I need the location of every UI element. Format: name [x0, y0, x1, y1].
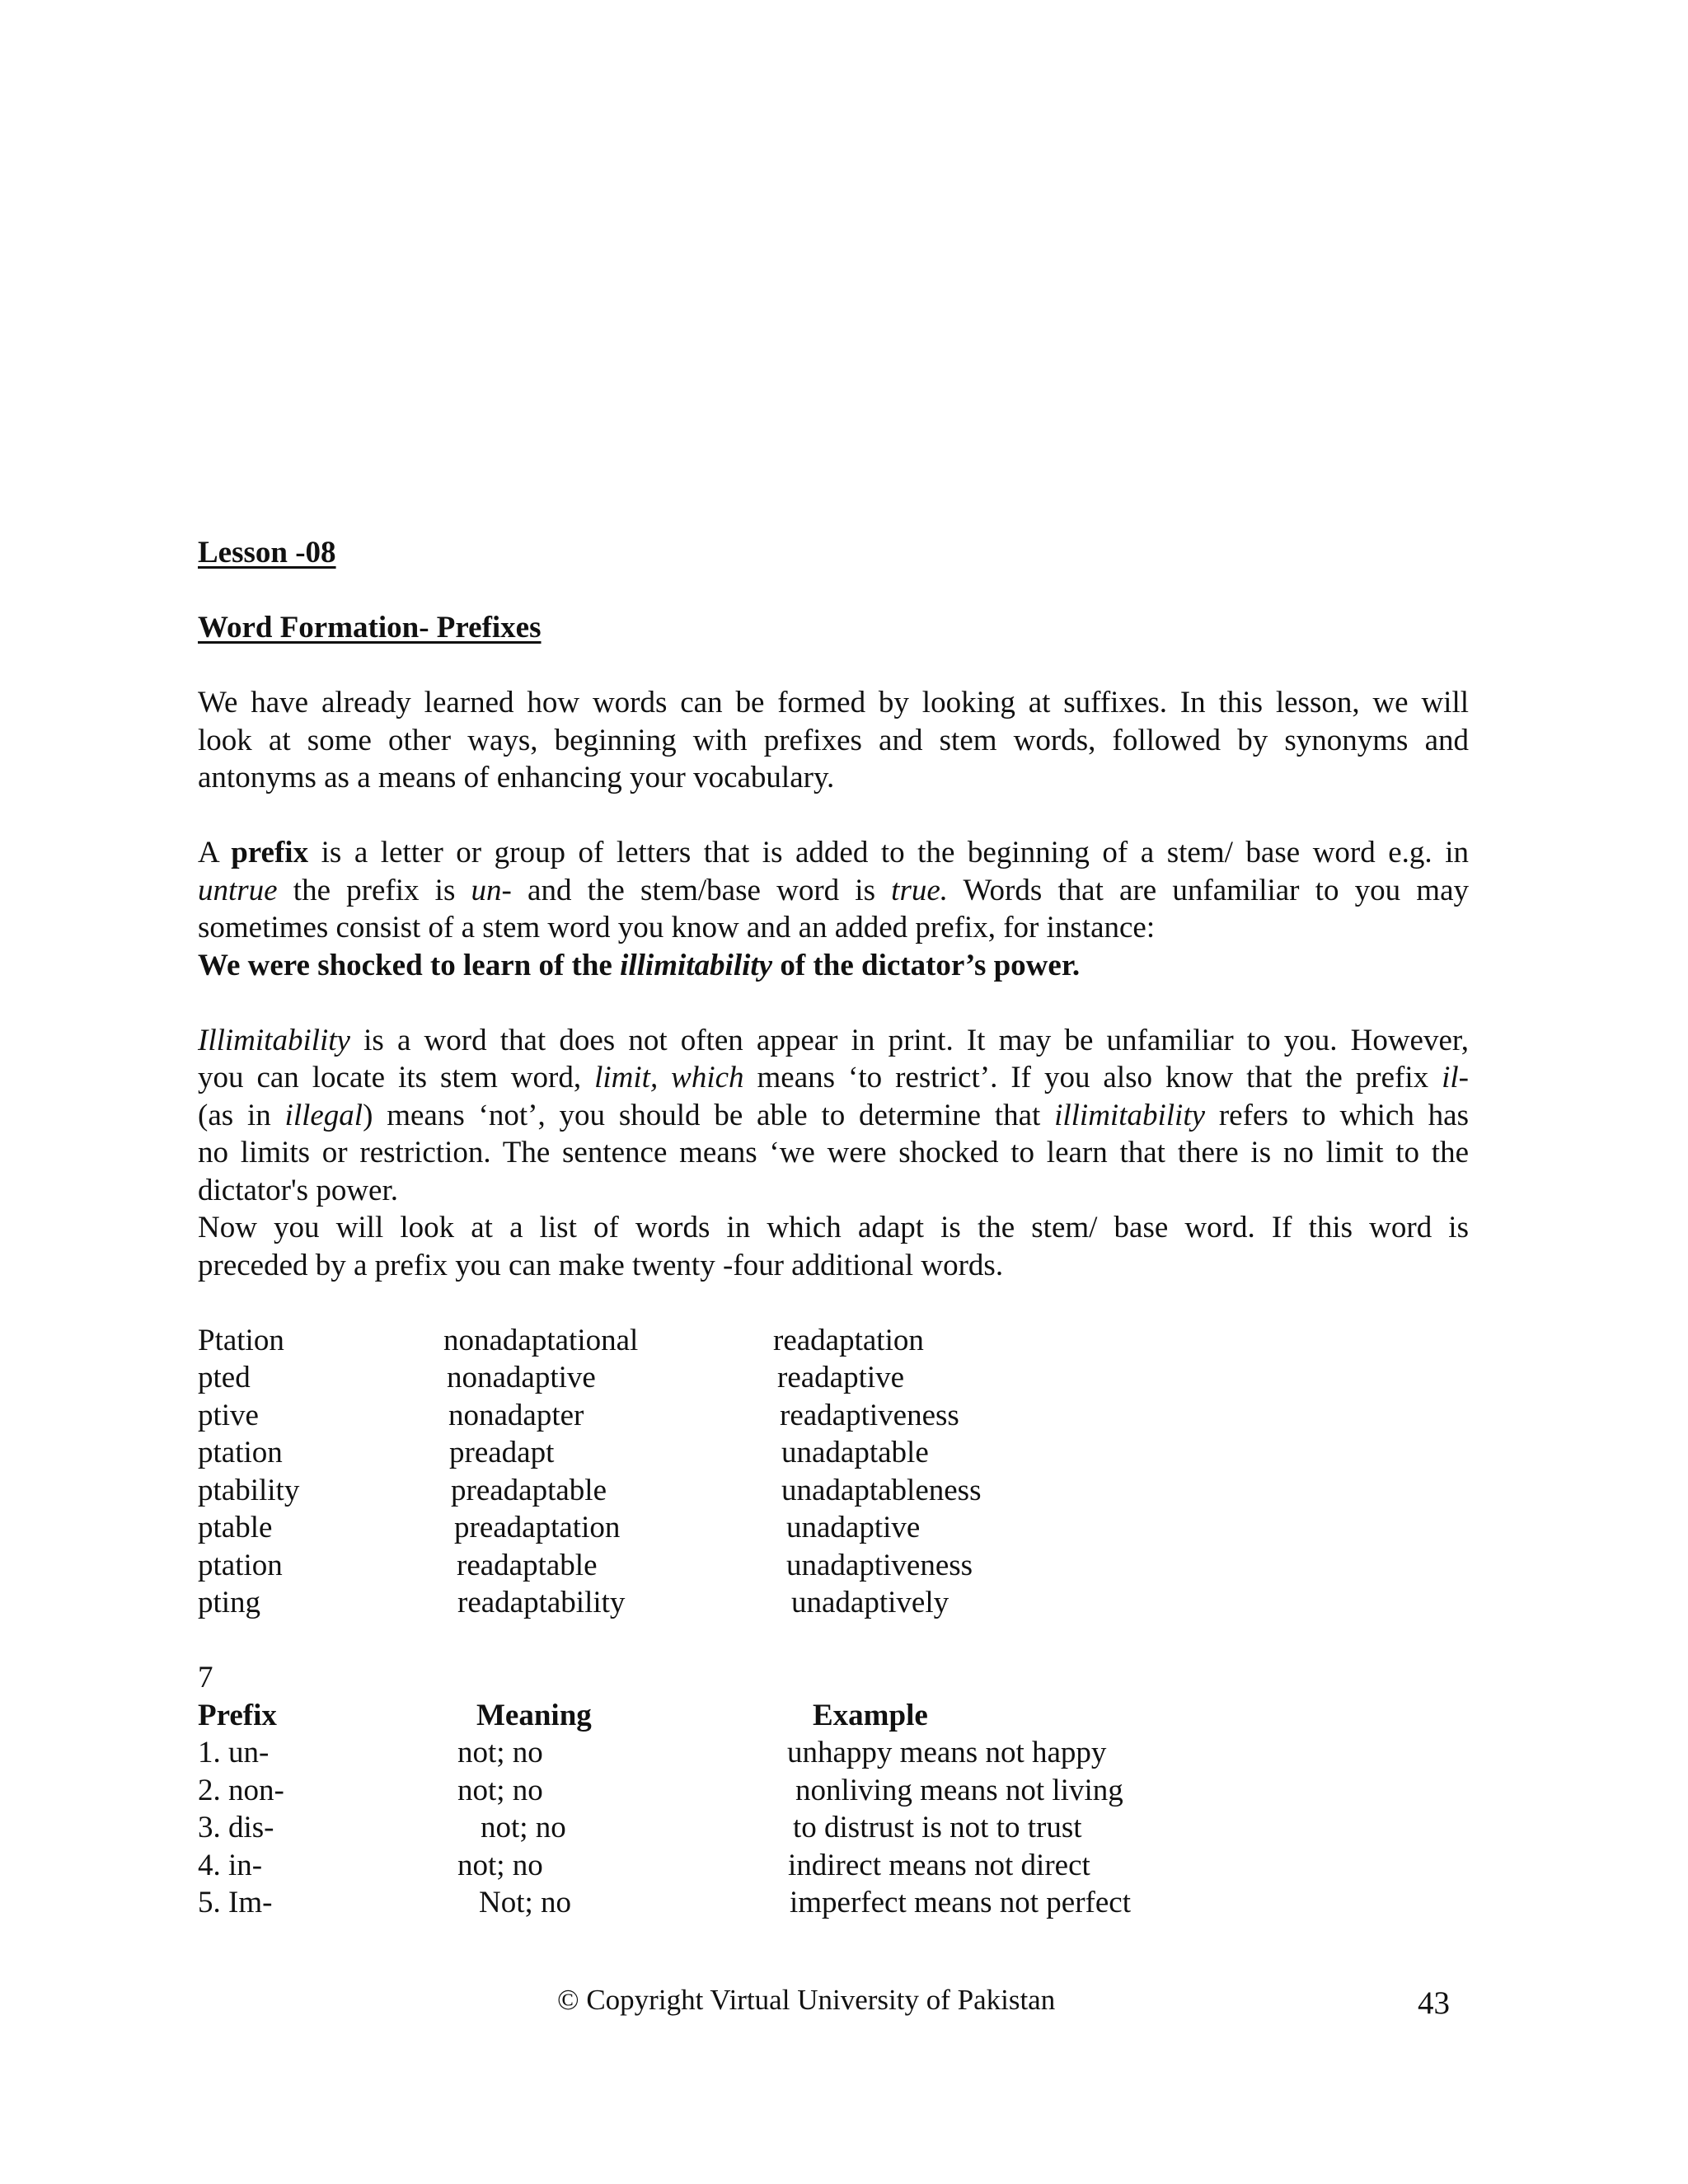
- table-cell-prefix: 3. dis-: [198, 1811, 274, 1844]
- explanation-paragraph: [198, 1022, 1469, 1285]
- prefix-definition-paragraph: [198, 834, 1469, 984]
- table-cell-prefix: 5. Im-: [198, 1886, 273, 1919]
- word-col3-item: readaptiveness: [780, 1398, 959, 1432]
- table-cell-meaning: not; no: [457, 1848, 543, 1882]
- table-cell-example: unhappy means not happy: [787, 1736, 1107, 1769]
- definition-line: A prefix is a letter or group of letters that is added to the beginning of a stem/ base word e.g. in: [198, 836, 1469, 869]
- prefix-term: prefix: [231, 836, 309, 869]
- section-title: Word Formation- Prefixes: [198, 611, 542, 644]
- table-cell-meaning: not; no: [457, 1736, 543, 1769]
- lesson-title: Lesson -08: [198, 536, 336, 569]
- intro-line: look at some other ways, beginning with prefixes and stem words, followed by synonyms and: [198, 723, 1469, 757]
- word-col2-item: preadapt: [449, 1436, 555, 1469]
- word-col3-item: unadaptive: [786, 1511, 921, 1544]
- table-cell-prefix: 4. in-: [198, 1848, 263, 1882]
- word-col3-item: readaptation: [773, 1323, 924, 1357]
- adapt-word-list: [198, 1322, 1469, 1622]
- explanation-line: Illimitability is a word that does not often appear in print. It may be unfamiliar to you. However,: [198, 1023, 1469, 1057]
- intro-paragraph: [198, 684, 1469, 797]
- word-col1-item: ptation: [198, 1548, 283, 1582]
- word-col2-item: preadaptation: [454, 1511, 621, 1544]
- word-col2-item: nonadaptive: [447, 1361, 596, 1394]
- word-col3-item: unadaptively: [791, 1586, 950, 1619]
- page-number: 43: [1418, 1985, 1450, 2021]
- intro-line: We have already learned how words can be formed by looking at suffixes. In this lesson, we will: [198, 686, 1469, 719]
- explanation-line: no limits or restriction. The sentence means ‘we were shocked to learn that there is no limit to the: [198, 1136, 1469, 1169]
- lesson-content: [198, 534, 1469, 1922]
- word-col2-item: nonadapter: [448, 1398, 584, 1432]
- word-col2-item: nonadaptational: [443, 1323, 639, 1357]
- definition-line: sometimes consist of a stem word you know and an added prefix, for instance:: [198, 911, 1156, 944]
- table-cell-example: imperfect means not perfect: [790, 1886, 1131, 1919]
- word-col1-item: ptability: [198, 1473, 300, 1507]
- word-col1-item: ptable: [198, 1511, 273, 1544]
- table-cell-prefix: 2. non-: [198, 1773, 284, 1807]
- explanation-line: (as in illegal) means ‘not’, you should be able to determine that illimitability refers to which has: [198, 1098, 1470, 1132]
- word-col1-item: ptive: [198, 1398, 259, 1432]
- table-header-prefix: Prefix: [198, 1698, 277, 1732]
- word-col3-item: readaptive: [777, 1361, 905, 1394]
- table-number: 7: [198, 1661, 213, 1694]
- word-col3-item: unadaptableness: [781, 1473, 982, 1507]
- word-col1-item: Ptation: [198, 1323, 284, 1357]
- word-col3-item: unadaptable: [781, 1436, 929, 1469]
- table-cell-meaning: not; no: [457, 1773, 543, 1807]
- table-cell-meaning: not; no: [481, 1811, 566, 1844]
- word-col2-item: readaptable: [457, 1548, 598, 1582]
- table-header-example: Example: [813, 1698, 928, 1732]
- word-col3-item: unadaptiveness: [786, 1548, 973, 1582]
- explanation-line: preceded by a prefix you can make twenty -four additional words.: [198, 1248, 1004, 1282]
- copyright-notice: © Copyright Virtual University of Pakistan: [557, 1984, 1056, 2016]
- table-cell-example: indirect means not direct: [788, 1848, 1090, 1882]
- word-col1-item: pted: [198, 1361, 251, 1394]
- table-cell-meaning: Not; no: [479, 1886, 572, 1919]
- example-sentence: We were shocked to learn of the illimitability of the dictator’s power.: [198, 948, 1081, 982]
- prefix-table: [198, 1697, 1469, 1922]
- intro-line: antonyms as a means of enhancing your vocabulary.: [198, 761, 835, 794]
- word-col1-item: ptation: [198, 1436, 283, 1469]
- explanation-line: Now you will look at a list of words in which adapt is the stem/ base word. If this word is: [198, 1211, 1469, 1244]
- page-footer: [0, 1980, 1688, 2021]
- word-col2-item: readaptability: [457, 1586, 626, 1619]
- explanation-line: you can locate its stem word, limit, which means ‘to restrict’. If you also know that the prefix il-: [198, 1061, 1469, 1094]
- table-header-meaning: Meaning: [476, 1698, 592, 1732]
- word-col2-item: preadaptable: [451, 1473, 607, 1507]
- table-cell-example: nonliving means not living: [795, 1773, 1123, 1807]
- table-cell-prefix: 1. un-: [198, 1736, 270, 1769]
- definition-line: untrue the prefix is un- and the stem/base word is true. Words that are unfamiliar to you may: [198, 873, 1470, 907]
- table-cell-example: to distrust is not to trust: [793, 1811, 1082, 1844]
- explanation-line: dictator's power.: [198, 1173, 398, 1207]
- word-col1-item: pting: [198, 1586, 261, 1619]
